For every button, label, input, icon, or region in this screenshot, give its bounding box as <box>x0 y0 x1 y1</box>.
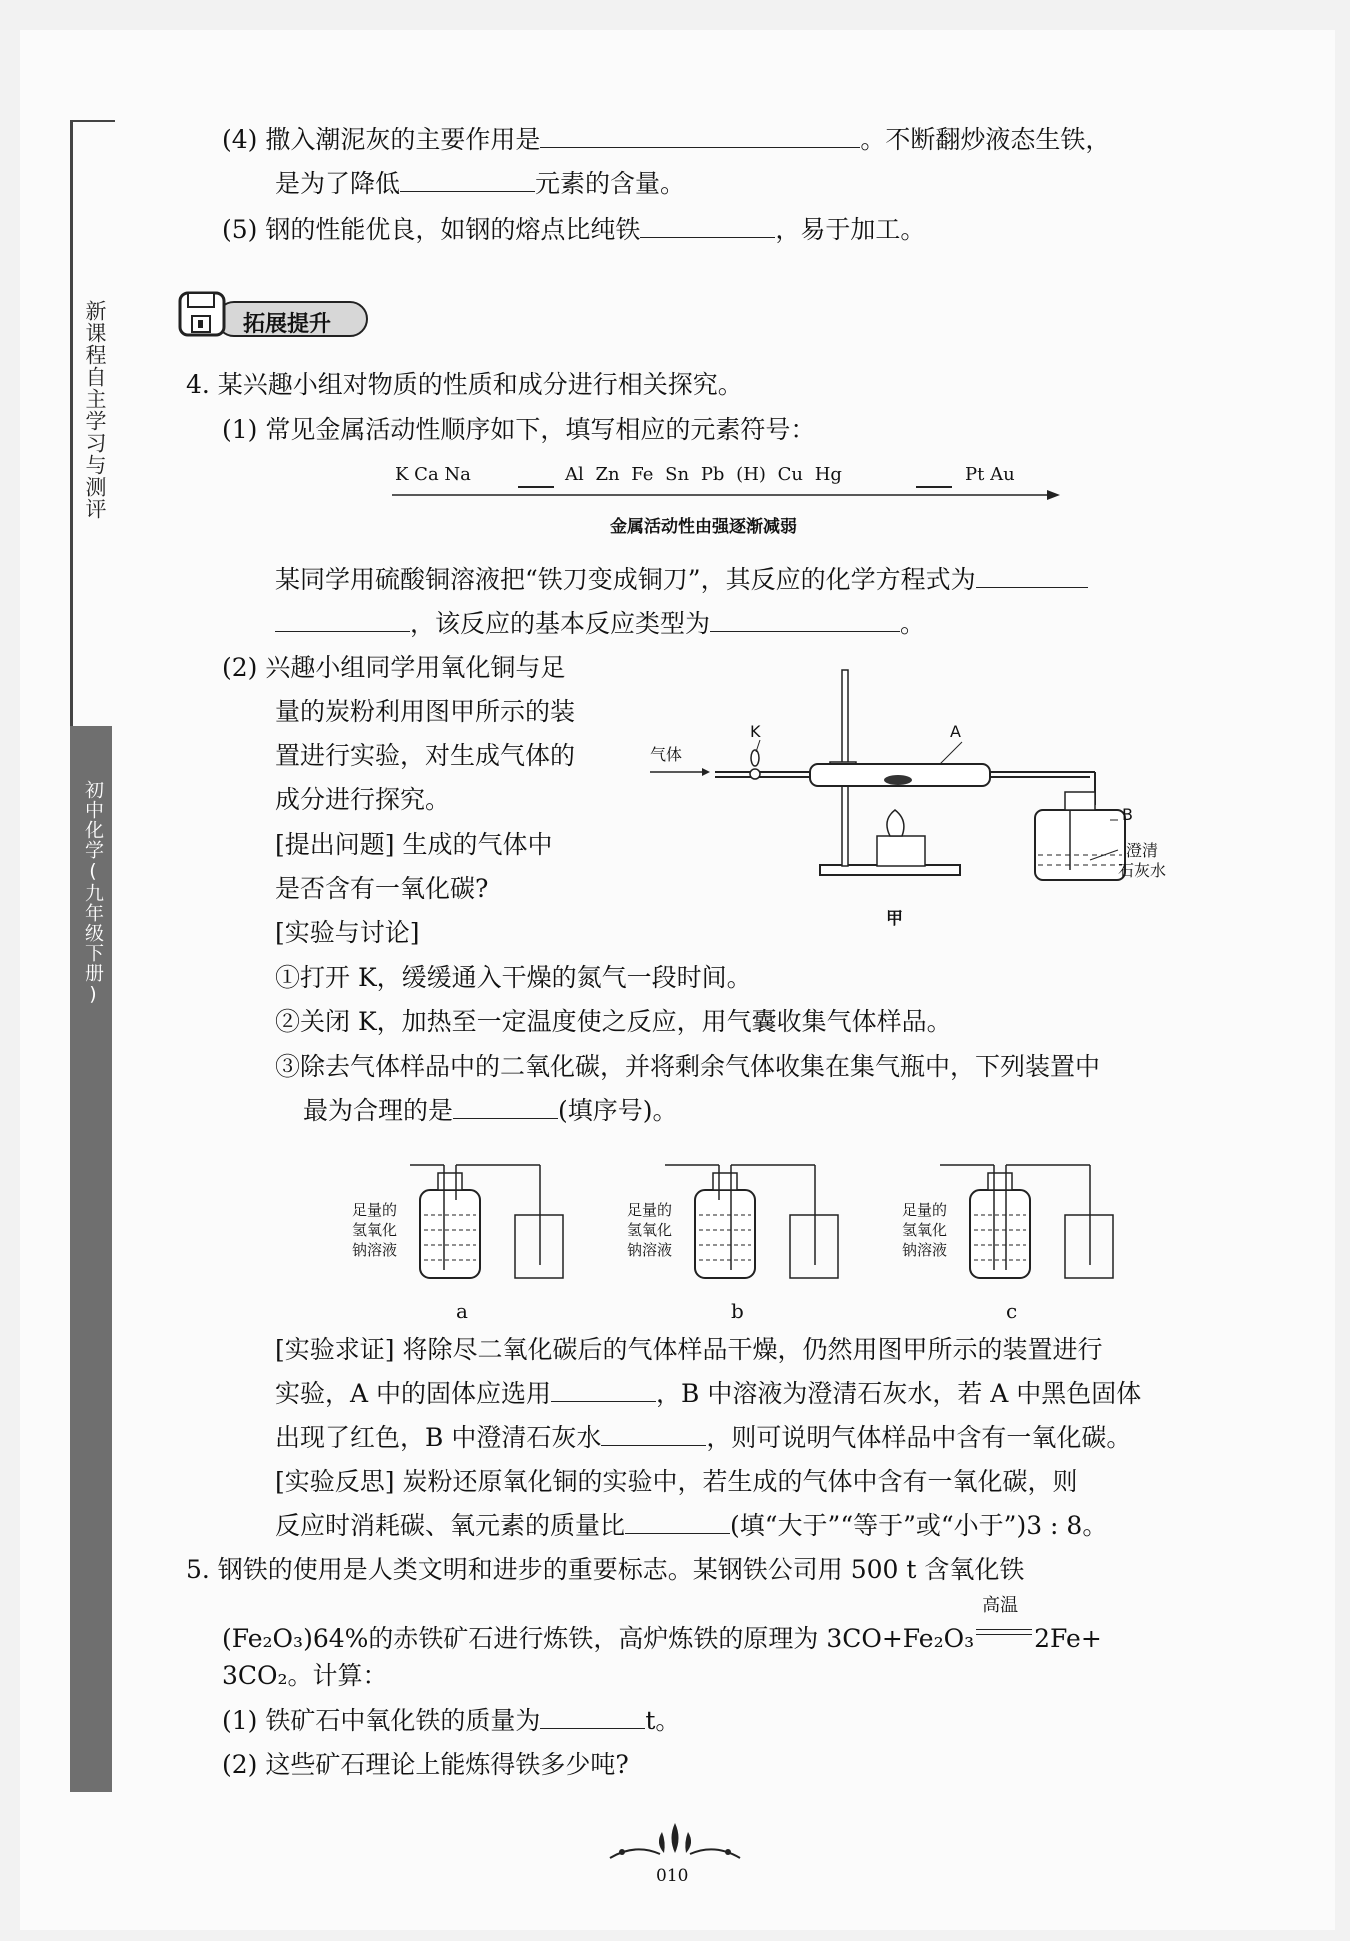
q4-p2-line4: 成分进行探究。 <box>275 785 451 814</box>
sidebar-book-title: 初中化学(九年级下册) <box>82 780 104 1006</box>
q3-p4-text-a: (4) 撒入潮泥灰的主要作用是 <box>222 125 541 154</box>
q3-p5-text-b: ，易于加工。 <box>775 215 926 244</box>
q4-verify-line2 <box>275 1379 1141 1409</box>
q4-eq-blank-2[interactable] <box>710 609 900 632</box>
option-label-a: a <box>456 1299 468 1323</box>
q5-part1 <box>222 1706 680 1736</box>
fig-b-label: B <box>1122 805 1133 824</box>
q4-step3-text-c: (填序号)。 <box>558 1096 678 1125</box>
fig-limewater-label-2: 石灰水 <box>1118 861 1167 880</box>
q3-p4-text-c: 是为了降低 <box>275 169 401 198</box>
q3-part5 <box>222 215 925 245</box>
q4-part1: (1) 常见金属活动性顺序如下，填写相应的元素符号： <box>222 415 816 444</box>
q4-verify-text-c: ，B 中溶液为澄清石灰水，若 A 中黑色固体 <box>656 1379 1142 1408</box>
q4-reflect-line2 <box>275 1511 1107 1541</box>
q4-discussion-heading: [实验与讨论] <box>275 918 420 947</box>
activity-series-mid: Al Zn Fe Sn Pb (H) Cu Hg <box>565 464 842 485</box>
option-a-reagent-label <box>352 1200 397 1260</box>
q4-question-line1: [提出问题] 生成的气体中 <box>275 830 553 859</box>
q4-intro: 4. 某兴趣小组对物质的性质和成分进行相关探究。 <box>186 370 743 399</box>
reaction-condition <box>974 1595 1034 1647</box>
gas-washing-options-figure <box>410 1155 1150 1285</box>
q4-step3-line2 <box>303 1096 678 1126</box>
equals-line-bottom <box>976 1634 1032 1635</box>
q4-eq-text-b: ，该反应的基本反应类型为 <box>410 609 711 638</box>
page-number: 010 <box>656 1866 689 1886</box>
q4-eq-line1 <box>275 565 1088 595</box>
q4-step1: ①打开 K，缓缓通入干燥的氮气一段时间。 <box>275 963 752 992</box>
q4-reflect-line1: [实验反思] 炭粉还原氧化铜的实验中，若生成的气体中含有一氧化碳，则 <box>275 1467 1078 1496</box>
q3-p4-text-b: 。不断翻炒液态生铁， <box>860 125 1111 154</box>
q4-eq-blank-1b[interactable] <box>275 609 410 632</box>
q4-verify-blank-1[interactable] <box>551 1379 656 1402</box>
option-c-reagent-line2: 氢氧化 <box>902 1221 948 1239</box>
option-a-reagent-line2: 氢氧化 <box>352 1221 398 1239</box>
option-b-reagent-label <box>627 1200 672 1260</box>
q4-eq-text-c: 。 <box>900 609 926 638</box>
q3-p4-blank-2[interactable] <box>400 169 535 192</box>
activity-caption: 金属活动性由强逐渐减弱 <box>610 517 797 537</box>
q5-text-a: (Fe₂O₃)64%的赤铁矿石进行炼铁，高炉炼铁的原理为 3CO+Fe₂O₃ <box>222 1624 975 1653</box>
q4-reflect-text-b: 反应时消耗碳、氧元素的质量比 <box>275 1511 626 1540</box>
q5-p1-text-b: t。 <box>645 1706 681 1735</box>
q4-step3-text-b: 最为合理的是 <box>303 1096 454 1125</box>
section-title: 拓展提升 <box>243 312 332 337</box>
q4-verify-text-e: ，则可说明气体样品中含有一氧化碳。 <box>706 1423 1132 1452</box>
q3-part4-line1 <box>222 125 1110 155</box>
q4-step3-line1: ③除去气体样品中的二氧化碳，并将剩余气体收集在集气瓶中，下列装置中 <box>275 1052 1101 1081</box>
activity-series-right: Pt Au <box>965 464 1015 485</box>
q4-question-line2: 是否含有一氧化碳? <box>275 874 489 903</box>
option-c-apparatus <box>940 1165 1113 1278</box>
q5-part2: (2) 这些矿石理论上能炼得铁多少吨? <box>222 1750 629 1779</box>
q5-line1: 5. 钢铁的使用是人类文明和进步的重要标志。某钢铁公司用 500 t 含氧化铁 <box>186 1555 1025 1584</box>
option-a-reagent-line3: 钠溶液 <box>352 1241 398 1259</box>
option-c-reagent-line1: 足量的 <box>902 1201 948 1219</box>
q5-p1-text-a: (1) 铁矿石中氧化铁的质量为 <box>222 1706 541 1735</box>
equals-line-top <box>976 1629 1032 1630</box>
q5-line3: 3CO₂。计算： <box>222 1661 388 1690</box>
reaction-condition-label: 高温 <box>982 1595 1019 1616</box>
option-c-reagent-line3: 钠溶液 <box>902 1241 948 1259</box>
q4-step3-blank[interactable] <box>453 1096 558 1119</box>
q5-p1-blank[interactable] <box>540 1706 645 1729</box>
option-label-c: c <box>1006 1299 1018 1323</box>
fig-a-label: A <box>950 722 961 741</box>
activity-arrow <box>392 488 1062 502</box>
q4-reflect-text-c: (填“大于”“等于”或“小于”)3 : 8。 <box>730 1511 1108 1540</box>
q4-verify-line1: [实验求证] 将除尽二氧化碳后的气体样品干燥，仍然用图甲所示的装置进行 <box>275 1335 1103 1364</box>
apparatus-figure <box>640 660 1180 890</box>
q4-p2-line1: (2) 兴趣小组同学用氧化铜与足 <box>222 653 566 682</box>
option-a-apparatus <box>410 1165 563 1278</box>
option-b-reagent-line2: 氢氧化 <box>627 1221 673 1239</box>
option-a-reagent-line1: 足量的 <box>352 1201 398 1219</box>
fig-gas-label: 气体 <box>650 745 683 764</box>
ornament-icon <box>600 1818 750 1868</box>
fig-k-label: K <box>750 722 761 741</box>
q4-eq-blank-1a[interactable] <box>976 565 1088 588</box>
q4-verify-blank-2[interactable] <box>601 1423 706 1446</box>
option-label-b: b <box>731 1299 744 1323</box>
q4-reflect-blank[interactable] <box>625 1511 730 1534</box>
q4-step2: ②关闭 K，加热至一定温度使之反应，用气囊收集气体样品。 <box>275 1007 952 1036</box>
q3-part4-line2 <box>275 169 685 199</box>
q4-p2-line2: 量的炭粉利用图甲所示的装 <box>275 697 576 726</box>
option-b-reagent-line1: 足量的 <box>627 1201 673 1219</box>
q4-eq-line2 <box>275 609 925 639</box>
option-b-reagent-line3: 钠溶液 <box>627 1241 673 1259</box>
q4-p2-line3: 置进行实验，对生成气体的 <box>275 741 576 770</box>
q3-p5-blank[interactable] <box>640 215 775 238</box>
q4-verify-line3 <box>275 1423 1131 1453</box>
fig-caption: 甲 <box>886 909 903 929</box>
q4-verify-text-d: 出现了红色，B 中澄清石灰水 <box>275 1423 602 1452</box>
q3-p5-text-a: (5) 钢的性能优良，如钢的熔点比纯铁 <box>222 215 641 244</box>
option-b-apparatus <box>665 1165 838 1278</box>
option-c-reagent-label <box>902 1200 947 1260</box>
q5-line2 <box>222 1595 1102 1654</box>
q4-verify-text-b: 实验，A 中的固体应选用 <box>275 1379 552 1408</box>
q4-eq-text-a: 某同学用硫酸铜溶液把“铁刀变成铜刀”，其反应的化学方程式为 <box>275 565 976 594</box>
q3-p4-text-d: 元素的含量。 <box>535 169 686 198</box>
q5-text-b: 2Fe+ <box>1034 1624 1102 1653</box>
q3-p4-blank-1[interactable] <box>540 125 860 148</box>
fig-limewater-label-1: 澄清 <box>1126 841 1159 860</box>
sidebar-series-title: 新课程自主学习与测评 <box>83 300 107 520</box>
activity-series-left: K Ca Na <box>395 464 471 485</box>
